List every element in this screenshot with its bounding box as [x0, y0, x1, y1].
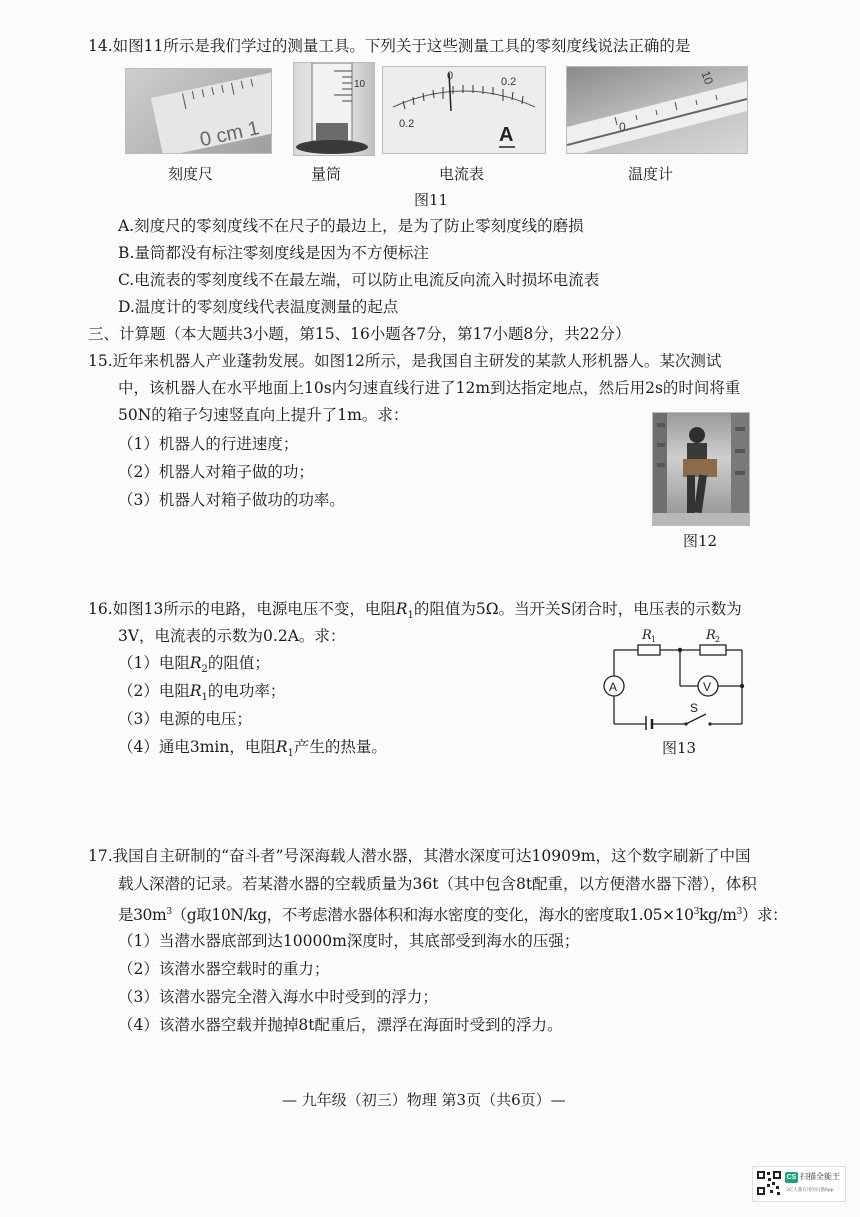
- q16-line2: 3V，电流表的示数为0.2A。求：: [118, 627, 346, 645]
- q17-line3: 是$30m^3(g$取10N/kg，不考虑潜水器体积和海水密度的变化，海水的密度取$1.05\times 10^3kg/m^3$）求：: [118, 906, 788, 925]
- q15-line3: 50N的箱子匀速竖直向上提升了1m。求：: [118, 406, 409, 424]
- q14-option-c: C.电流表的零刻度线不在最左端，可以防止电流反向流入时损坏电流表: [118, 271, 600, 289]
- badge-title: 扫描全能王: [800, 1172, 840, 1181]
- q17-line2: 载人深潜的记录。若某潜水器的空载质量为36t（其中包含8t配重，以方便潜水器下潜），体积: [118, 875, 757, 893]
- q17-item2: （2）该潜水器空载时的重力；: [118, 960, 330, 978]
- scanner-badge: [752, 1166, 846, 1202]
- ammeter-right-mark: 0.2: [501, 76, 517, 88]
- ammeter-image: [383, 67, 545, 153]
- q14-option-d: D.温度计的零刻度线代表温度测量的起点: [118, 298, 399, 316]
- resistor-r1: [638, 645, 660, 655]
- ammeter-photo: [382, 66, 546, 154]
- fig12-caption: 图12: [683, 532, 718, 550]
- cylinder-image: [294, 63, 374, 155]
- resistor-r2: [700, 645, 726, 655]
- robot-photo: [652, 412, 750, 526]
- fig11-label-ammeter: 电流表: [439, 165, 485, 183]
- circuit-label-r2: R: [706, 628, 716, 643]
- circuit-label-ammeter: A: [609, 680, 618, 694]
- q16-item4: （4）通电3min，电阻$R_1$产生的热量。: [118, 738, 387, 760]
- badge-subtitle: 3亿人都在用的扫描App: [786, 1188, 834, 1193]
- q16-item1: （1）电阻$R_2$的阻值；: [118, 654, 270, 676]
- q14-stem: 14.如图11所示是我们学过的测量工具。下列关于这些测量工具的零刻度线说法正确的是: [88, 37, 691, 55]
- thermometer-ten-mark: 10: [698, 68, 717, 87]
- cylinder-mark: 10: [354, 79, 366, 90]
- q17-line1: 17.我国自主研制的“奋斗者”号深海载人潜水器，其潜水深度可达10909m，这个数字刷新了中国: [88, 847, 751, 865]
- circuit-label-switch: S: [690, 701, 699, 715]
- q16-line1: 16.如图13所示的电路，电源电压不变，电阻$R_1$的阻值为5Ω。当开关S闭合时，电压表的示数为: [88, 600, 742, 622]
- q15-line1: 15.近年来机器人产业蓬勃发展。如图12所示，是我国自主研发的某款人形机器人。某次测试: [88, 352, 722, 370]
- cylinder-photo: [293, 62, 375, 156]
- qr-code-icon: [756, 1170, 782, 1196]
- q15-line2: 中，该机器人在水平地面上10s内匀速直线行进了12m到达指定地点，然后用2s的时间将重: [118, 379, 741, 397]
- robot-image: [653, 413, 749, 525]
- switch-lever: [686, 714, 706, 724]
- ruler-image: [126, 69, 271, 153]
- circuit-label-voltmeter: V: [703, 680, 712, 694]
- thermometer-photo: [566, 66, 748, 154]
- q15-item3: （3）机器人对箱子做功的功率。: [118, 491, 345, 509]
- ruler-photo: [125, 68, 272, 154]
- cs-logo-icon: CS: [786, 1174, 797, 1181]
- q17-item3: （3）该潜水器完全潜入海水中时受到的浮力；: [118, 988, 438, 1006]
- circuit-label-r1: R: [642, 628, 652, 643]
- svg-text:2: 2: [715, 635, 721, 644]
- circuit-diagram: [600, 622, 752, 730]
- ammeter-left-mark: 0.2: [399, 118, 415, 130]
- q14-option-b: B.量筒都没有标注零刻度线是因为不方便标注: [118, 244, 429, 262]
- page-footer: — 九年级（初三）物理 第3页（共6页）—: [282, 1091, 566, 1109]
- q17-item1: （1）当潜水器底部到达10000m深度时，其底部受到海水的压强；: [118, 932, 580, 950]
- fig13-caption: 图13: [662, 739, 697, 757]
- q16-item2: （2）电阻$R_1$的电功率；: [118, 682, 286, 704]
- ammeter-unit: A: [499, 124, 514, 146]
- q14-option-a: A.刻度尺的零刻度线不在尺子的最边上，是为了防止零刻度线的磨损: [118, 217, 584, 235]
- thermometer-zero-mark: 0: [619, 120, 626, 134]
- thermometer-image: [567, 67, 747, 153]
- fig11-caption: 图11: [414, 191, 449, 209]
- section3-heading: 三、计算题（本大题共3小题，第15、16小题各7分，第17小题8分，共22分）: [88, 325, 631, 343]
- ammeter-zero-mark: 0: [447, 70, 454, 82]
- q15-item1: （1）机器人的行进速度；: [118, 435, 299, 453]
- fig11-label-ruler: 刻度尺: [168, 165, 214, 183]
- q17-item4: （4）该潜水器空载并抛掉8t配重后，漂浮在海面时受到的浮力。: [118, 1016, 563, 1034]
- q15-item2: （2）机器人对箱子做的功；: [118, 463, 314, 481]
- fig11-label-thermometer: 温度计: [628, 165, 674, 183]
- svg-text:1: 1: [651, 635, 657, 644]
- q16-item3: （3）电源的电压；: [118, 710, 252, 728]
- ruler-mark: 0 cm 1: [197, 117, 262, 152]
- fig11-label-cylinder: 量筒: [311, 165, 342, 183]
